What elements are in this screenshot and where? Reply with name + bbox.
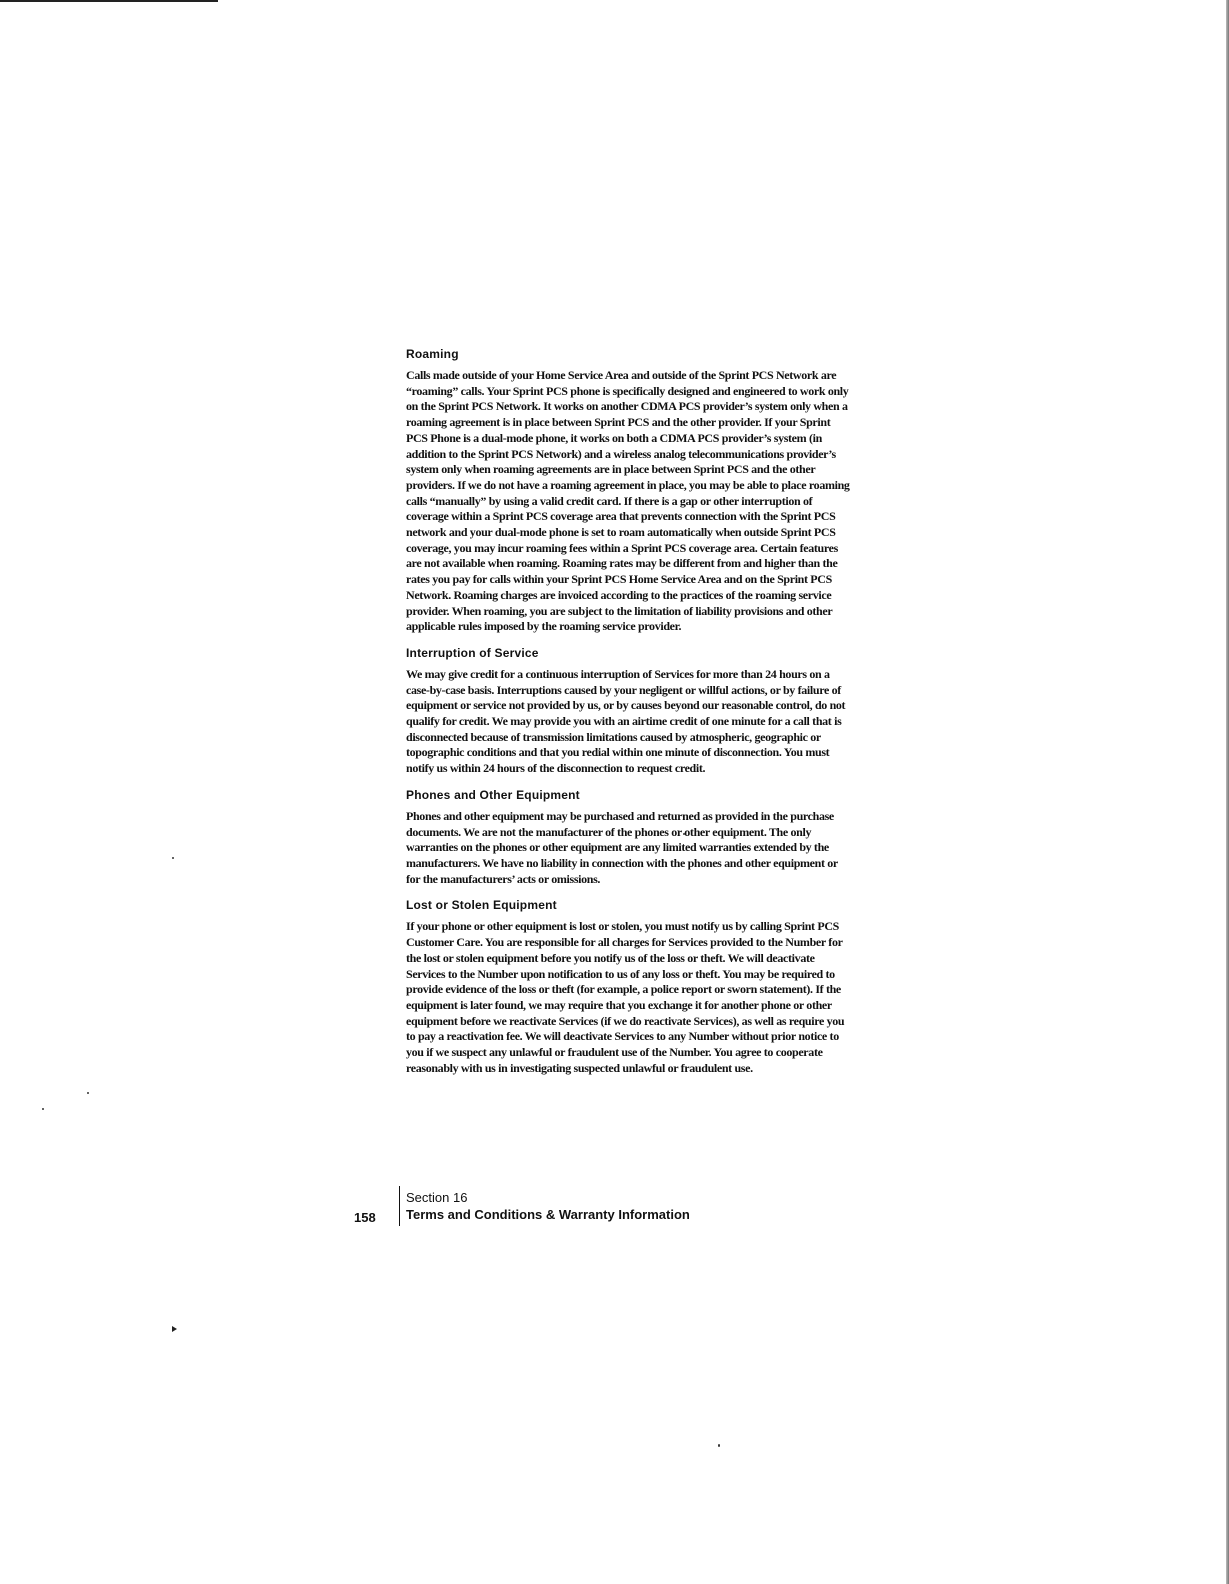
- section-heading-roaming: Roaming: [406, 347, 459, 361]
- section-heading-lost-stolen: Lost or Stolen Equipment: [406, 898, 557, 913]
- page-number: 158: [354, 1210, 376, 1225]
- section-body-interruption: We may give credit for a continuous interruption of Services for more than 24 hours on a case-by-case basis. Interruptions caused by your negligent or willful actions, or by failure of equipment or service not provided by us, or by causes beyond our reasonable control, do not qualify for credit. We may provide you with an airtime credit of one minute for a call that is disconnected because of transmission limitations caused by atmospheric, geographic or topographic conditions and that you redial within one minute of disconnection. You must notify us within 24 hours of the disconnection to request credit.: [406, 666, 846, 776]
- scan-speck: [172, 857, 174, 859]
- document-body: [406, 346, 852, 1086]
- footer-section-title: Terms and Conditions & Warranty Information: [406, 1207, 690, 1222]
- section-body-lost-stolen: If your phone or other equipment is lost or stolen, you must notify us by calling Sprint PCS Customer Care. You are responsible for all charges for Services provided to the Number for the lost or stolen equipment before you notify us of the loss or theft. We will deactivate Services to the Number upon notification to us of any loss or theft. You may be required to provide evidence of the loss or theft (for example, a police report or sworn statement). If the equipment is later found, we may require that you exchange it for another phone or other equipment before we reactivate Services (if we do reactivate Services), as well as require you to pay a reactivation fee. We will deactivate Services to any Number without prior notice to you if we suspect any unlawful or fraudulent use of the Number. You agree to cooperate reasonably with us in investigating suspected unlawful or fraudulent use.: [406, 919, 845, 1075]
- scan-speck: [718, 1444, 720, 1447]
- footer-divider: [399, 1186, 400, 1226]
- section-body-equipment: Phones and other equipment may be purchased and returned as provided in the purchase documents. We are not the manufacturer of the phones or other equipment. The only warranties on the phones or other equipment are any limited warranties extended by the manufacturers. We have no liability in connection with the phones and other equipment or for the manufacturers’ acts or omissions.: [406, 808, 838, 886]
- scan-top-rule: [0, 0, 218, 2]
- scan-arrow-mark: [172, 1326, 177, 1332]
- section-heading-interruption: Interruption of Service: [406, 645, 539, 660]
- section-heading-equipment: Phones and Other Equipment: [406, 787, 580, 802]
- scan-speck: [87, 1092, 89, 1094]
- footer-section-label: Section 16: [406, 1190, 468, 1205]
- scan-speck: [42, 1108, 44, 1110]
- section-body-roaming: Calls made outside of your Home Service Area and outside of the Sprint PCS Network are “roaming” calls. Your Sprint PCS phone is specifically designed and engineered to work only on the Sprint PCS Network. It works on another CDMA PCS provider’s system only when a roaming agreement is in place between Sprint PCS and the other provider. If your Sprint PCS Phone is a dual-mode phone, it works on both a CDMA PCS provider’s system (in addition to the Sprint PCS Network) and a wireless analog telecommunications provider’s system only when roaming agreements are in place between Sprint PCS and the other providers. If we do not have a roaming agreement in place, you may be able to place roaming calls “manually” by using a valid credit card. If there is a gap or other interruption of coverage within a Sprint PCS coverage area that prevents connection with the Sprint PCS network and your dual-mode phone is set to roam automatically when outside Sprint PCS coverage, you may incur roaming fees within a Sprint PCS coverage area. Certain features are not available when roaming. Roaming rates may be different from and higher than the rates you pay for calls within your Sprint PCS Home Service Area and on the Sprint PCS Network. Roaming charges are invoiced according to the practices of the roaming service provider. When roaming, you are subject to the limitation of liability provisions and other applicable rules imposed by the roaming service provider.: [406, 368, 850, 634]
